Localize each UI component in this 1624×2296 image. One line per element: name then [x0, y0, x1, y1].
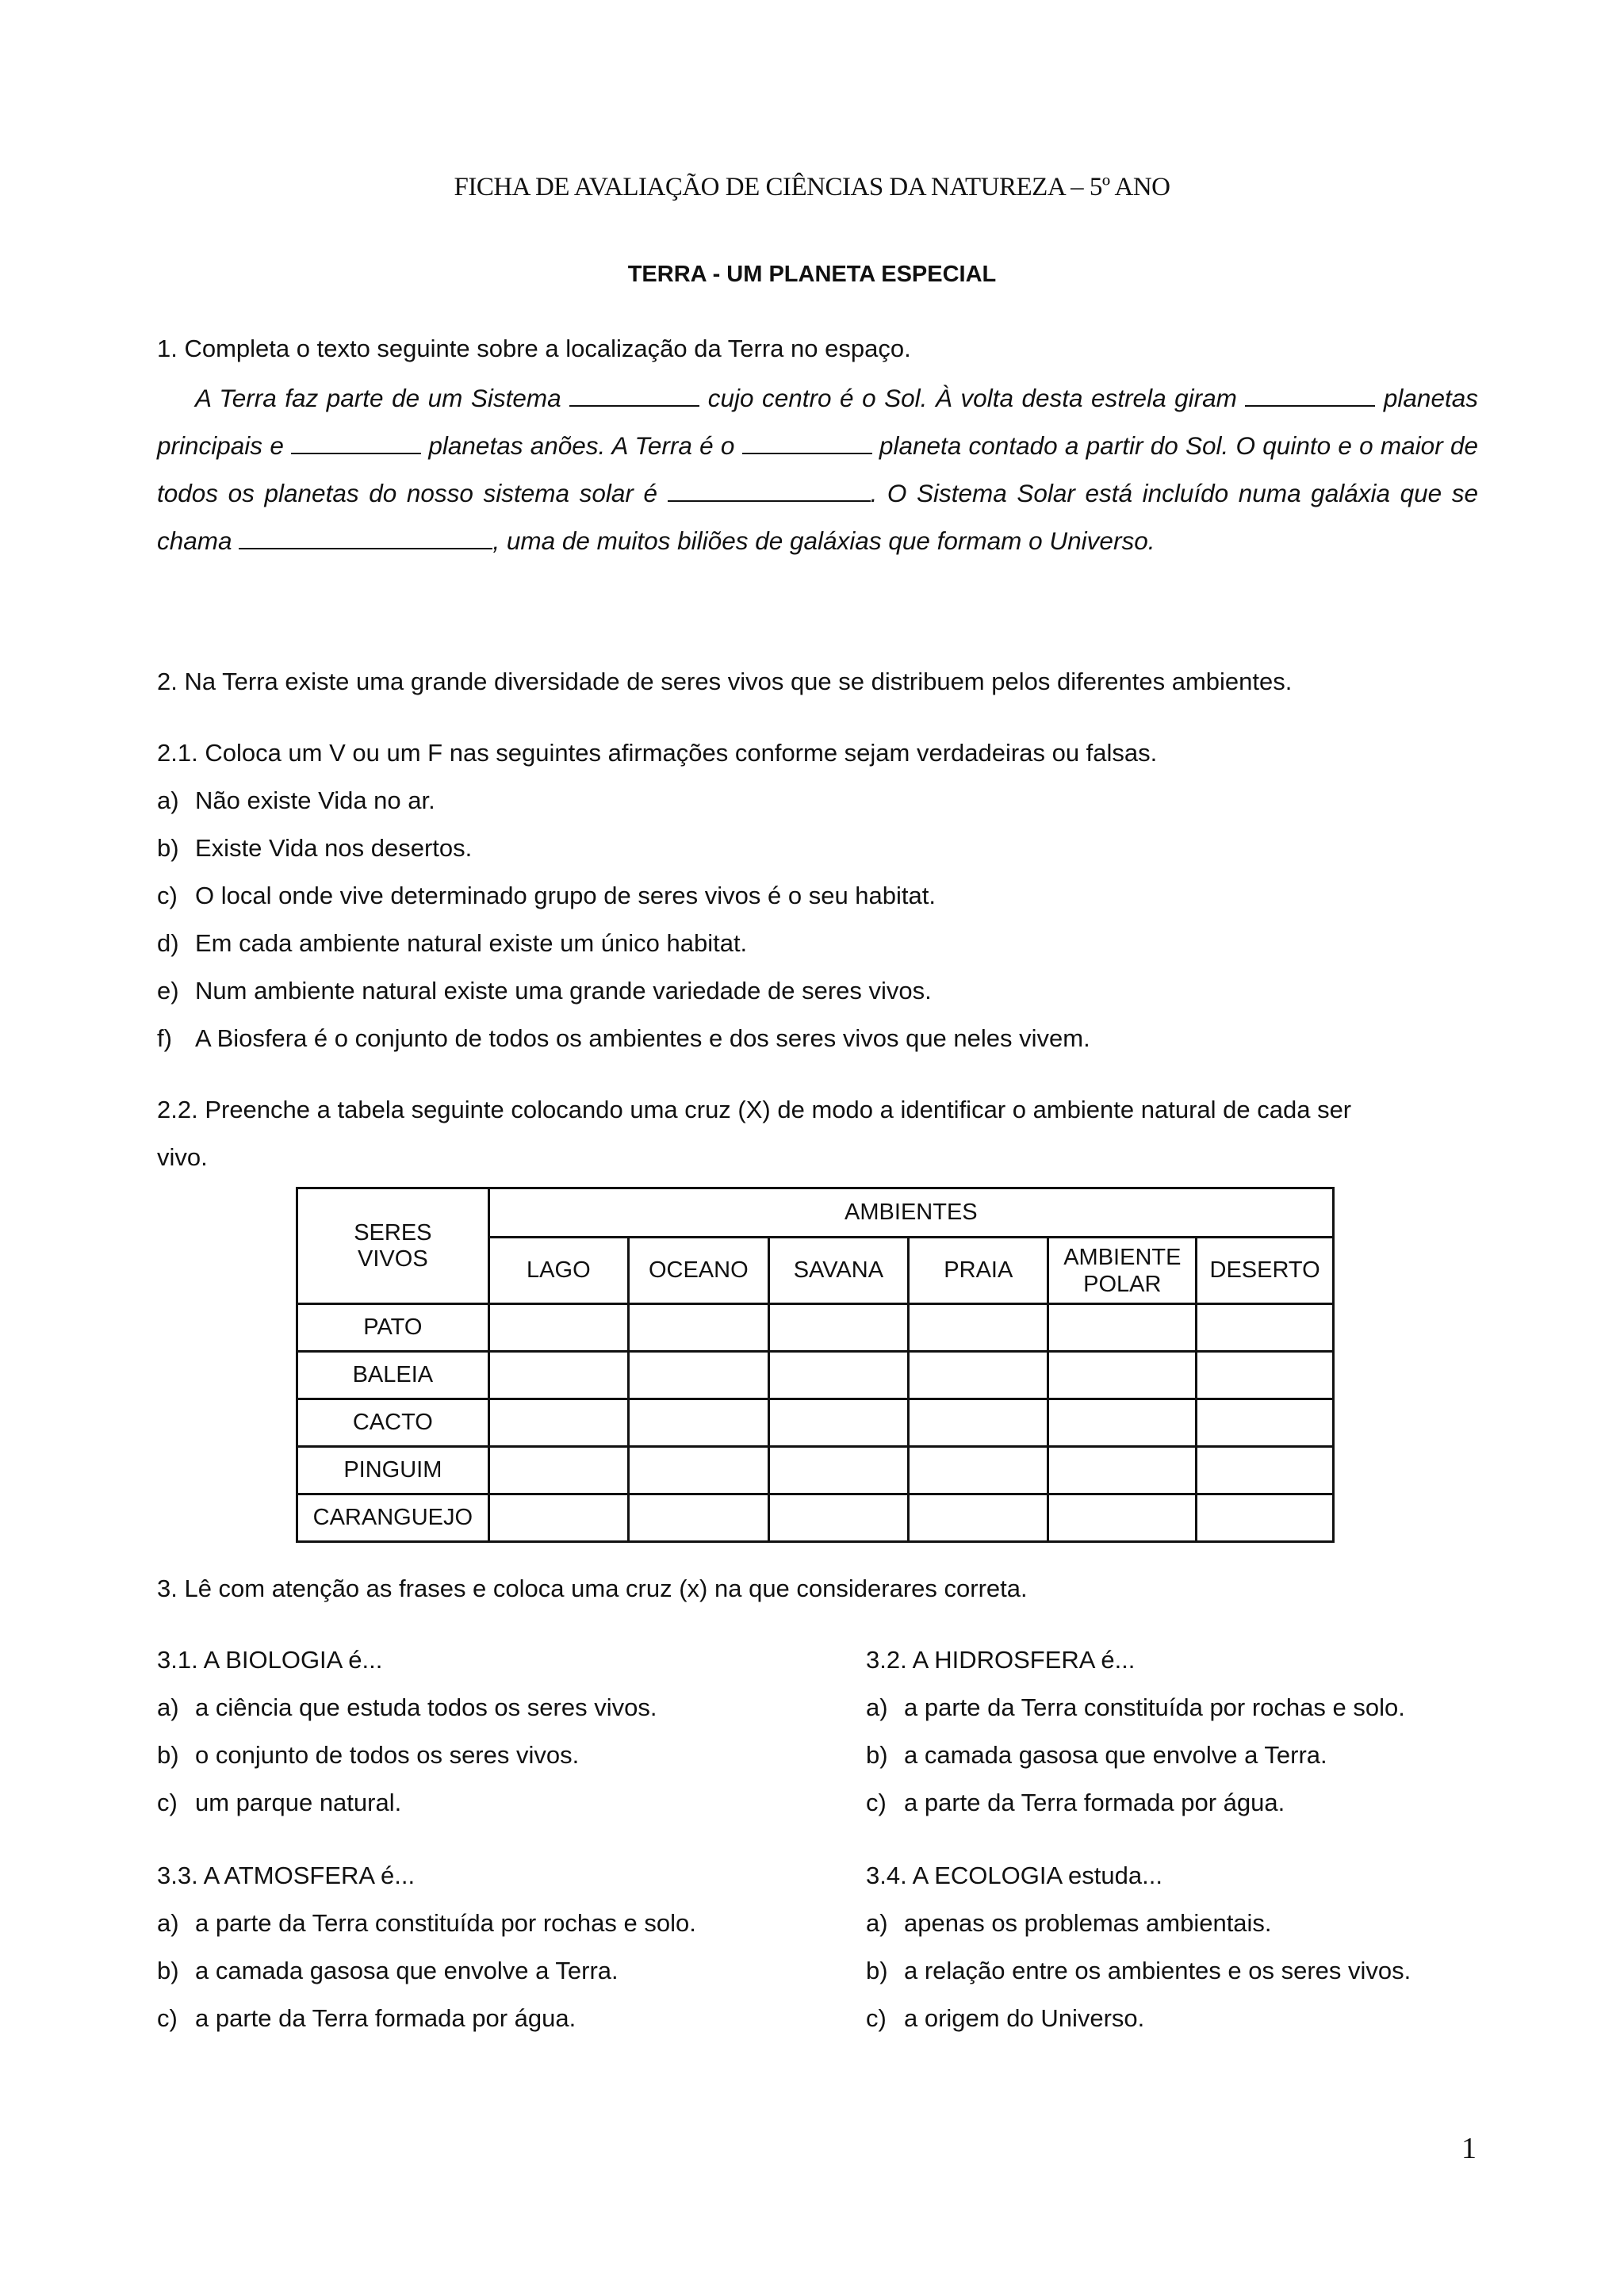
question-3-prompt: 3. Lê com atenção as frases e coloca uma cruz (x) na que considerares correta.: [157, 1575, 1028, 1602]
answer-cell[interactable]: [488, 1352, 628, 1399]
question-2-2-prompt: 2.2. Preenche a tabela seguinte colocando uma cruz (X) de modo a identificar o ambiente natural de cada ser: [157, 1096, 1352, 1123]
tf-item[interactable]: [157, 929, 747, 958]
answer-cell[interactable]: [1197, 1494, 1334, 1542]
q1-text-part: A Terra faz parte de um Sistema: [195, 384, 570, 412]
item-text: a parte da Terra formada por água.: [195, 2004, 576, 2032]
question-2-1-prompt: 2.1. Coloca um V ou um F nas seguintes afirmações conforme sejam verdadeiras ou falsas.: [157, 739, 1158, 767]
worksheet-title: TERRA - UM PLANETA ESPECIAL: [627, 262, 997, 287]
q1-text-part: planeta contado a partir do Sol. O quinto e o maior de todos os planetas do nosso sistema solar é: [157, 431, 1478, 507]
choice-item[interactable]: [157, 2004, 576, 2033]
answer-cell[interactable]: [909, 1352, 1048, 1399]
item-text: a parte da Terra constituída por rochas e solo.: [904, 1693, 1405, 1721]
question-3-3-title: 3.3. A ATMOSFERA é...: [157, 1862, 416, 1889]
environments-table: [296, 1187, 1335, 1543]
choice-item[interactable]: [866, 1957, 1411, 1985]
item-text: A Biosfera é o conjunto de todos os ambientes e dos seres vivos que neles vivem.: [195, 1024, 1090, 1052]
item-text: a origem do Universo.: [904, 2004, 1145, 2032]
item-text: Num ambiente natural existe uma grande variedade de seres vivos.: [195, 977, 932, 1004]
choice-item[interactable]: [157, 1741, 579, 1770]
item-text: a camada gasosa que envolve a Terra.: [904, 1741, 1327, 1769]
item-letter: d): [157, 929, 179, 957]
corner-line-1: SERES: [354, 1219, 432, 1246]
choice-item[interactable]: [157, 1957, 619, 1985]
answer-cell[interactable]: [768, 1447, 909, 1494]
blank-sistema[interactable]: [569, 381, 699, 407]
blank-planetas-principais[interactable]: [1245, 381, 1375, 407]
item-text: a parte da Terra constituída por rochas e solo.: [195, 1909, 696, 1937]
item-letter: a): [157, 786, 179, 814]
corner-line-2: VIVOS: [358, 1246, 428, 1272]
item-letter: a): [157, 1909, 179, 1937]
row-header: BALEIA: [297, 1352, 489, 1399]
answer-cell[interactable]: [768, 1399, 909, 1447]
blank-galaxia[interactable]: [239, 524, 492, 549]
tf-item[interactable]: [157, 786, 435, 815]
choice-item[interactable]: [866, 1693, 1405, 1722]
question-3-2-title: 3.2. A HIDROSFERA é...: [866, 1646, 1136, 1674]
item-letter: c): [866, 1789, 887, 1816]
item-letter: c): [157, 1789, 178, 1816]
choice-item[interactable]: [866, 1789, 1285, 1817]
item-letter: c): [157, 882, 178, 909]
item-letter: b): [157, 1741, 179, 1769]
item-text: O local onde vive determinado grupo de seres vivos é o seu habitat.: [195, 882, 936, 909]
item-text: a camada gasosa que envolve a Terra.: [195, 1957, 619, 1984]
column-header: PRAIA: [909, 1238, 1048, 1304]
item-letter: b): [157, 1957, 179, 1984]
answer-cell[interactable]: [1197, 1352, 1334, 1399]
question-1-text: [157, 374, 1478, 564]
choice-item[interactable]: [866, 1741, 1327, 1770]
page-number: 1: [1461, 2132, 1477, 2165]
choice-item[interactable]: [866, 1909, 1272, 1938]
answer-cell[interactable]: [488, 1304, 628, 1352]
item-text: Em cada ambiente natural existe um único habitat.: [195, 929, 748, 957]
item-text: a parte da Terra formada por água.: [904, 1789, 1285, 1816]
answer-cell[interactable]: [768, 1352, 909, 1399]
choice-item[interactable]: [157, 1693, 657, 1722]
q1-text-part: planetas principais e: [157, 384, 1478, 460]
item-text: Existe Vida nos desertos.: [195, 834, 473, 862]
item-text: um parque natural.: [195, 1789, 402, 1816]
answer-cell[interactable]: [909, 1494, 1048, 1542]
answer-cell[interactable]: [628, 1494, 768, 1542]
answer-cell[interactable]: [488, 1494, 628, 1542]
answer-cell[interactable]: [488, 1447, 628, 1494]
item-letter: b): [866, 1741, 888, 1769]
question-3-4-title: 3.4. A ECOLOGIA estuda...: [866, 1862, 1162, 1889]
answer-cell[interactable]: [1048, 1304, 1197, 1352]
item-text: Não existe Vida no ar.: [195, 786, 435, 814]
answer-cell[interactable]: [628, 1352, 768, 1399]
column-header: SAVANA: [768, 1238, 909, 1304]
blank-maior-planeta[interactable]: [668, 476, 871, 502]
row-header: CARANGUEJO: [297, 1494, 489, 1542]
tf-item[interactable]: [157, 1024, 1090, 1053]
row-header: PINGUIM: [297, 1447, 489, 1494]
item-letter: a): [866, 1693, 888, 1721]
answer-cell[interactable]: [1197, 1447, 1334, 1494]
item-letter: e): [157, 977, 179, 1004]
item-letter: b): [157, 834, 179, 862]
q1-text-part: , uma de muitos biliões de galáxias que formam o Universo.: [492, 526, 1155, 555]
item-letter: f): [157, 1024, 172, 1052]
choice-item[interactable]: [866, 2004, 1144, 2033]
answer-cell[interactable]: [909, 1447, 1048, 1494]
answer-cell[interactable]: [628, 1304, 768, 1352]
answer-cell[interactable]: [909, 1399, 1048, 1447]
answer-cell[interactable]: [768, 1494, 909, 1542]
answer-cell[interactable]: [768, 1304, 909, 1352]
tf-item[interactable]: [157, 977, 932, 1005]
column-header: LAGO: [488, 1238, 628, 1304]
ambientes-header: AMBIENTES: [488, 1188, 1333, 1238]
choice-item[interactable]: [157, 1909, 696, 1938]
question-3-1-title: 3.1. A BIOLOGIA é...: [157, 1646, 383, 1674]
item-text: apenas os problemas ambientais.: [904, 1909, 1272, 1937]
tf-item[interactable]: [157, 882, 936, 910]
q1-text-part: . O Sistema Solar está incluído numa galáxia que se chama: [157, 479, 1478, 555]
item-letter: a): [866, 1909, 888, 1937]
item-letter: c): [157, 2004, 178, 2032]
table-corner-header: [297, 1188, 489, 1304]
item-text: a ciência que estuda todos os seres vivos.: [195, 1693, 657, 1721]
tf-item[interactable]: [157, 834, 472, 863]
answer-cell[interactable]: [628, 1399, 768, 1447]
answer-cell[interactable]: [488, 1399, 628, 1447]
answer-cell[interactable]: [1048, 1352, 1197, 1399]
question-2-2-prompt-cont: vivo.: [157, 1143, 208, 1171]
row-header: PATO: [297, 1304, 489, 1352]
question-2-prompt: 2. Na Terra existe uma grande diversidade de seres vivos que se distribuem pelos diferentes ambientes.: [157, 668, 1293, 695]
blank-ordem-terra[interactable]: [742, 429, 872, 454]
column-header: DESERTO: [1197, 1238, 1334, 1304]
column-header: AMBIENTE POLAR: [1048, 1238, 1197, 1304]
column-header: OCEANO: [628, 1238, 768, 1304]
answer-cell[interactable]: [628, 1447, 768, 1494]
blank-planetas-anoes[interactable]: [291, 429, 421, 454]
answer-cell[interactable]: [1197, 1304, 1334, 1352]
item-letter: a): [157, 1693, 179, 1721]
item-text: a relação entre os ambientes e os seres vivos.: [904, 1957, 1411, 1984]
q1-text-part: cujo centro é o Sol. À volta desta estrela giram: [699, 384, 1246, 412]
answer-cell[interactable]: [909, 1304, 1048, 1352]
answer-cell[interactable]: [1197, 1399, 1334, 1447]
item-letter: c): [866, 2004, 887, 2032]
answer-cell[interactable]: [1048, 1494, 1197, 1542]
answer-cell[interactable]: [1048, 1399, 1197, 1447]
item-text: o conjunto de todos os seres vivos.: [195, 1741, 580, 1769]
item-letter: b): [866, 1957, 888, 1984]
row-header: CACTO: [297, 1399, 489, 1447]
answer-cell[interactable]: [1048, 1447, 1197, 1494]
worksheet-header: FICHA DE AVALIAÇÃO DE CIÊNCIAS DA NATUREZA – 5º ANO: [454, 173, 1170, 201]
q1-text-part: planetas anões. A Terra é o: [421, 431, 742, 460]
choice-item[interactable]: [157, 1789, 401, 1817]
question-1-prompt: 1. Completa o texto seguinte sobre a localização da Terra no espaço.: [157, 335, 911, 362]
